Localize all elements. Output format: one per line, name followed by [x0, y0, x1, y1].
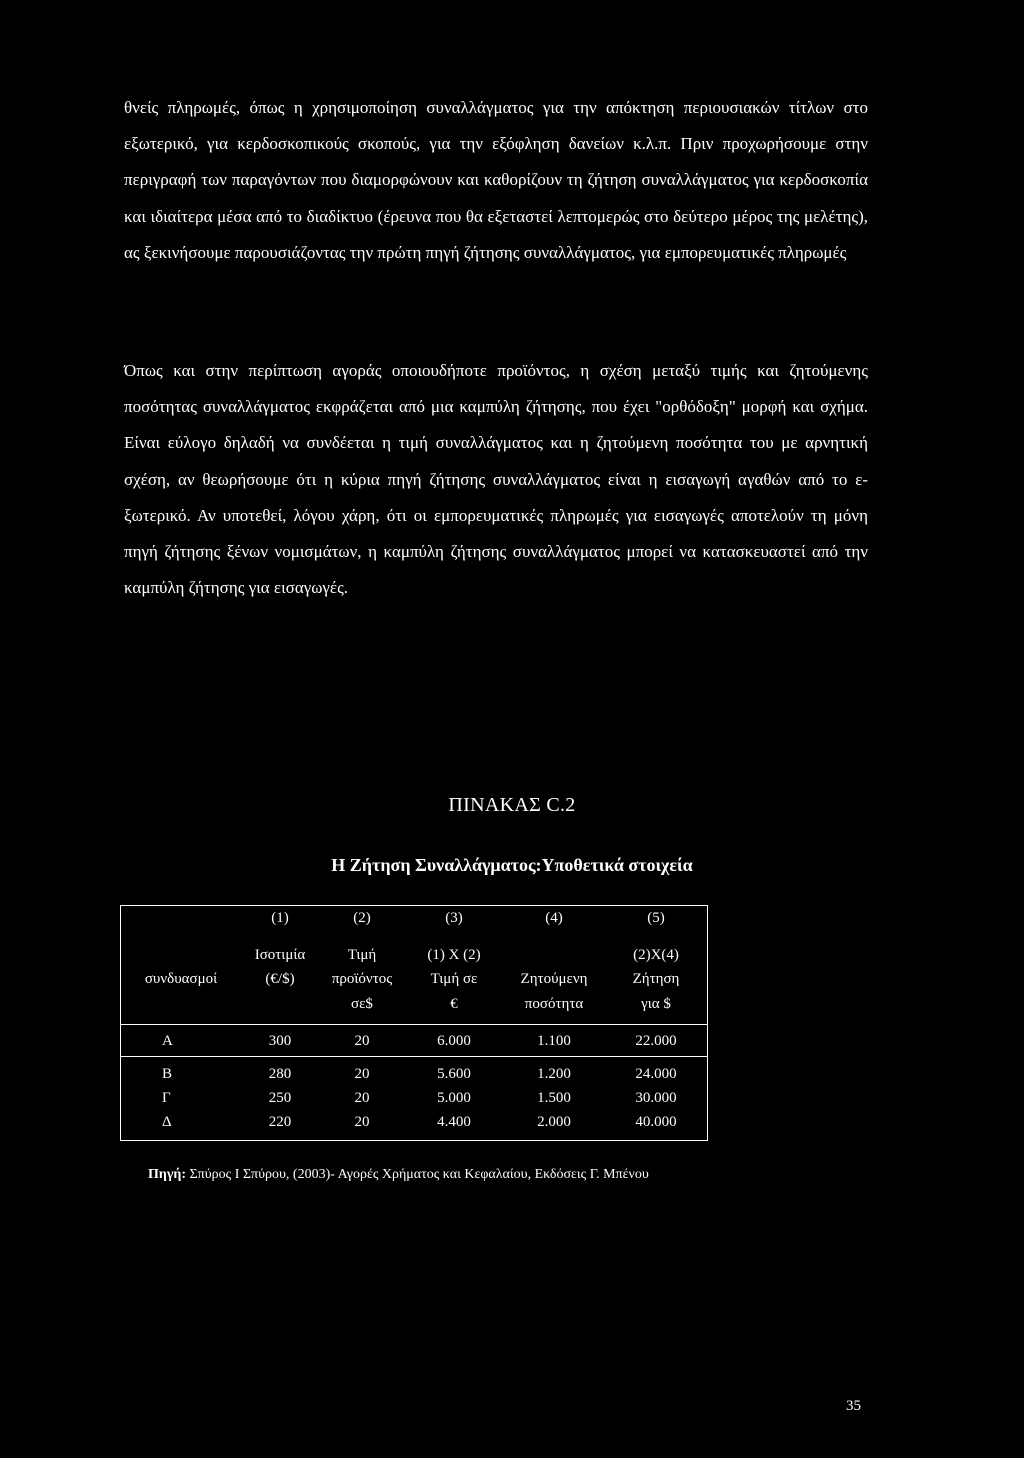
header-exchange-rate-unit: (€/$) — [265, 971, 295, 987]
table-cell: 250 — [268, 1090, 292, 1106]
table-row-label: Γ — [162, 1090, 171, 1106]
table-cell: 4.400 — [437, 1114, 471, 1130]
header-combinations: συνδυασμοί — [144, 971, 218, 987]
header-product-price-line2: προϊόντος — [331, 971, 393, 987]
table-cell: 5.600 — [437, 1066, 471, 1082]
table-cell: 300 — [268, 1033, 292, 1049]
table-cell: 5.000 — [437, 1090, 471, 1106]
table-cell: 20 — [354, 1090, 370, 1106]
col-number: (5) — [647, 910, 665, 926]
source-text: Σπύρος Ι Σπύρου, (2003)- Αγορές Χρήματος και Κεφαλαίου, Εκδόσεις Γ. Μπένου — [186, 1167, 649, 1182]
table-cell: 1.200 — [537, 1066, 571, 1082]
table-cell: 2.000 — [537, 1114, 571, 1130]
col-number: (2) — [353, 910, 371, 926]
table-cell: 22.000 — [635, 1033, 677, 1049]
header-quantity: Ζητούμενη — [520, 971, 588, 987]
table-title: Η Ζήτηση Συναλλάγματος:Υποθετικά στοιχεία — [331, 855, 693, 875]
body-paragraph-2: Όπως και στην περίπτωση αγοράς οποιουδήποτε προϊόντος, η σχέση μεταξύ τιμής και ζητούμενης ποσότητας συναλλάγματος εκφράζεται από μια καμπύλη ζήτησης, που έχει "ορθόδοξη" μορφή και σχήμα. Είναι εύλογο δηλαδή να συνδέεται η τιμή συναλλάγματος και η ζητούμενη ποσότητα του με αρνητική σχέση, αν θεωρήσουμε ότι η κύρια πηγή ζήτησης συναλλάγματος είναι η εισαγωγή αγαθών από το ε- ξωτερικό. Αν υποτεθεί, λόγου χάρη, ότι οι εμπορευματικές πληρωμές για εισαγωγές αποτελούν τη μόνη πηγή ζήτησης ξένων νομισμάτων, η καμπύλη ζήτησης συναλλάγματος μπορεί να κατασκευαστεί από την καμπύλη ζήτησης για εισαγωγές. — [124, 361, 868, 598]
header-quantity-line2: ποσότητα — [524, 996, 584, 1012]
col-number: (4) — [545, 910, 563, 926]
table-cell: 20 — [354, 1114, 370, 1130]
table-cell: 20 — [354, 1066, 370, 1082]
header-price-eur: (1) X (2) — [427, 947, 481, 963]
table-row-label: Α — [162, 1033, 173, 1049]
table-cell: 1.500 — [537, 1090, 571, 1106]
col-number: (1) — [271, 910, 289, 926]
table-cell: 220 — [268, 1114, 292, 1130]
page-number: 35 — [846, 1398, 861, 1414]
table-cell: 20 — [354, 1033, 370, 1049]
table-label: ΠΙΝΑΚΑΣ C.2 — [448, 794, 576, 816]
header-demand-line2: Ζήτηση — [632, 971, 680, 987]
table-cell: 280 — [268, 1066, 292, 1082]
header-exchange-rate: Ισοτιμία — [254, 947, 306, 963]
header-product-price-line3: σε$ — [351, 996, 373, 1012]
table-row-divider — [120, 1056, 708, 1057]
table-row-label: Δ — [162, 1114, 172, 1130]
col-number: (3) — [445, 910, 463, 926]
table-cell: 1.100 — [537, 1033, 571, 1049]
table-cell: 24.000 — [635, 1066, 677, 1082]
table-cell: 40.000 — [635, 1114, 677, 1130]
header-demand-line3: για $ — [641, 996, 671, 1012]
body-paragraph-1: θνείς πληρωμές, όπως η χρησιμοποίηση συναλλάγματος για την απόκτηση περιουσιακών τίτλων στο εξωτερικό, για κερδοσκοπικούς σκοπούς, για την εξόφληση δανείων κ.λ.π. Πριν προχωρήσουμε στην περιγραφή των παραγόντων που διαμορφώνουν και καθορίζουν τη ζήτηση συναλλάγματος για κερδοσκοπία και ιδιαίτερα μέσα από το διαδίκτυο (έρευνα που θα εξεταστεί λεπτομερώς στο δεύτερο μέρος της μελέτης), ας ξεκινήσουμε παρουσιάζοντας την πρώτη πηγή ζήτησης συναλλάγματος, για εμπορευματικές πληρωμές — [124, 98, 868, 262]
header-price-eur-line2: Τιμή σε — [430, 971, 478, 987]
table-row-label: Β — [162, 1066, 173, 1082]
table-cell: 6.000 — [437, 1033, 471, 1049]
source-label: Πηγή: — [148, 1167, 187, 1182]
header-demand: (2)X(4) — [633, 947, 679, 963]
table-header-divider — [120, 1024, 708, 1025]
header-price-eur-line3: € — [450, 996, 458, 1012]
source-citation — [148, 1167, 649, 1183]
header-product-price: Τιμή — [347, 947, 377, 963]
table-cell: 30.000 — [635, 1090, 677, 1106]
